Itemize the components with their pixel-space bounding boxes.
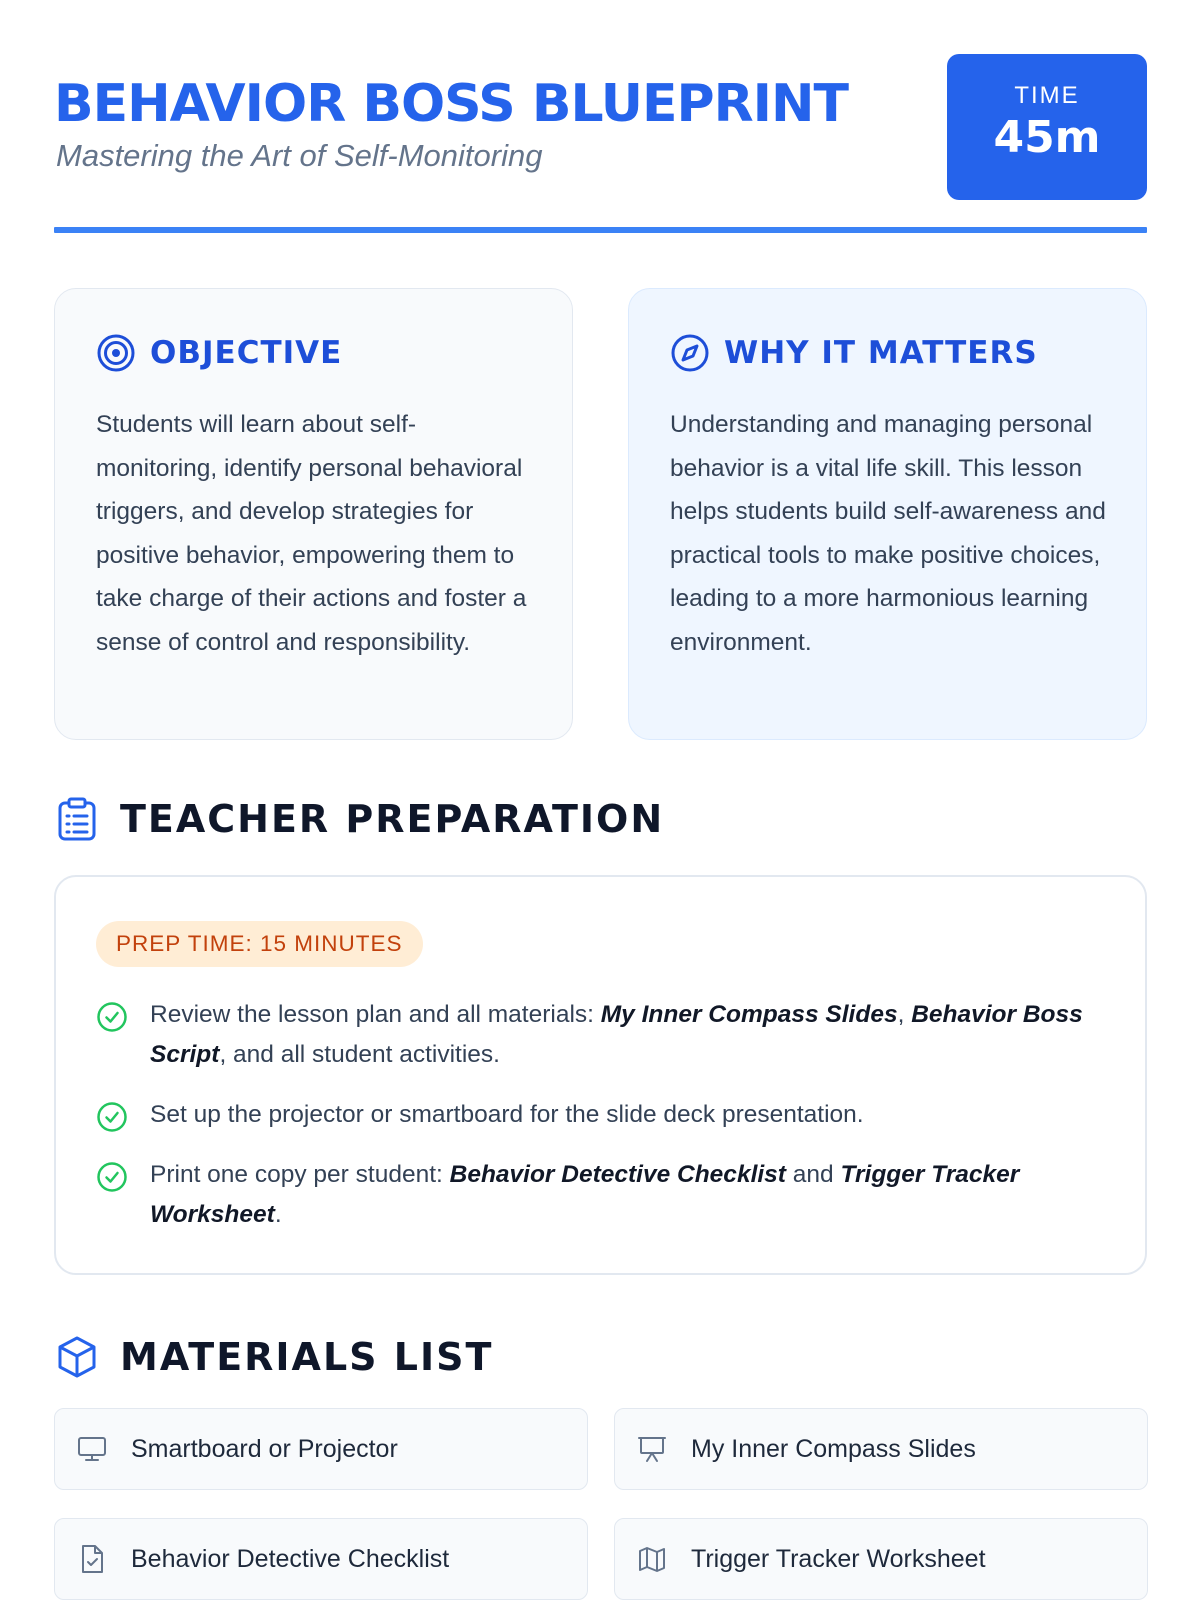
target-icon <box>96 333 136 373</box>
why-header <box>670 331 1106 375</box>
materials-title: MATERIALS LIST <box>120 1335 494 1379</box>
prep-checklist <box>96 995 1105 1235</box>
checklist-item <box>96 995 1105 1075</box>
material-label: Trigger Tracker Worksheet <box>691 1544 986 1573</box>
material-item <box>614 1518 1148 1600</box>
map-icon <box>637 1544 667 1574</box>
item-text: Set up the projector or smartboard for the slide deck presentation. <box>150 1101 864 1128</box>
presentation-icon <box>637 1434 667 1464</box>
item-text: , <box>897 1001 912 1028</box>
material-item <box>54 1518 588 1600</box>
monitor-icon <box>77 1434 107 1464</box>
box-icon <box>56 1334 98 1380</box>
check-circle-icon <box>96 1161 128 1193</box>
objective-header <box>96 331 532 375</box>
page-title: BEHAVIOR BOSS BLUEPRINT <box>54 74 848 134</box>
time-value: 45m <box>993 112 1101 163</box>
teacher-prep-heading <box>56 796 664 842</box>
check-circle-icon <box>96 1101 128 1133</box>
item-text: , and all student activities. <box>219 1041 500 1068</box>
clipboard-icon <box>56 796 98 842</box>
header <box>54 54 1147 234</box>
item-text: Review the lesson plan and all materials: <box>150 1001 601 1028</box>
material-item <box>614 1408 1148 1490</box>
objective-title: OBJECTIVE <box>150 335 343 371</box>
material-ref: My Inner Compass Slides <box>600 1001 898 1028</box>
prep-time-badge: PREP TIME: 15 MINUTES <box>96 921 423 967</box>
materials-heading <box>56 1334 493 1380</box>
material-ref: Trigger Tracker Worksheet <box>150 1161 1020 1228</box>
material-item <box>54 1408 588 1490</box>
compass-icon <box>670 333 710 373</box>
material-ref: Behavior Detective Checklist <box>449 1161 786 1188</box>
item-text: Print one copy per student: <box>150 1161 450 1188</box>
checklist-item <box>96 1095 1105 1135</box>
material-label: Behavior Detective Checklist <box>131 1544 450 1573</box>
why-title: WHY IT MATTERS <box>724 335 1038 371</box>
objective-card <box>54 288 573 740</box>
item-text: and <box>785 1161 841 1188</box>
teacher-prep-card <box>54 875 1147 1275</box>
check-circle-icon <box>96 1001 128 1033</box>
checklist-item <box>96 1155 1105 1235</box>
why-it-matters-card <box>628 288 1147 740</box>
time-label: TIME <box>1014 82 1080 109</box>
teacher-prep-title: TEACHER PREPARATION <box>120 797 665 841</box>
time-badge <box>947 54 1147 200</box>
material-label: Smartboard or Projector <box>131 1434 398 1463</box>
file-check-icon <box>77 1544 107 1574</box>
page-subtitle: Mastering the Art of Self-Monitoring <box>56 138 543 173</box>
material-ref: Behavior Boss Script <box>150 1001 1083 1068</box>
material-label: My Inner Compass Slides <box>691 1434 976 1463</box>
why-text: Understanding and managing personal behavior is a vital life skill. This lesson helps students build self-awareness and practical tools to make positive choices, leading to a more harmonious learning environment. <box>670 411 1106 656</box>
item-text: . <box>274 1201 282 1228</box>
objective-text: Students will learn about self-monitoring, identify personal behavioral triggers, and develop strategies for positive behavior, empowering them to take charge of their actions and foster a sense of control and responsibility. <box>96 411 527 656</box>
header-divider <box>54 227 1147 233</box>
